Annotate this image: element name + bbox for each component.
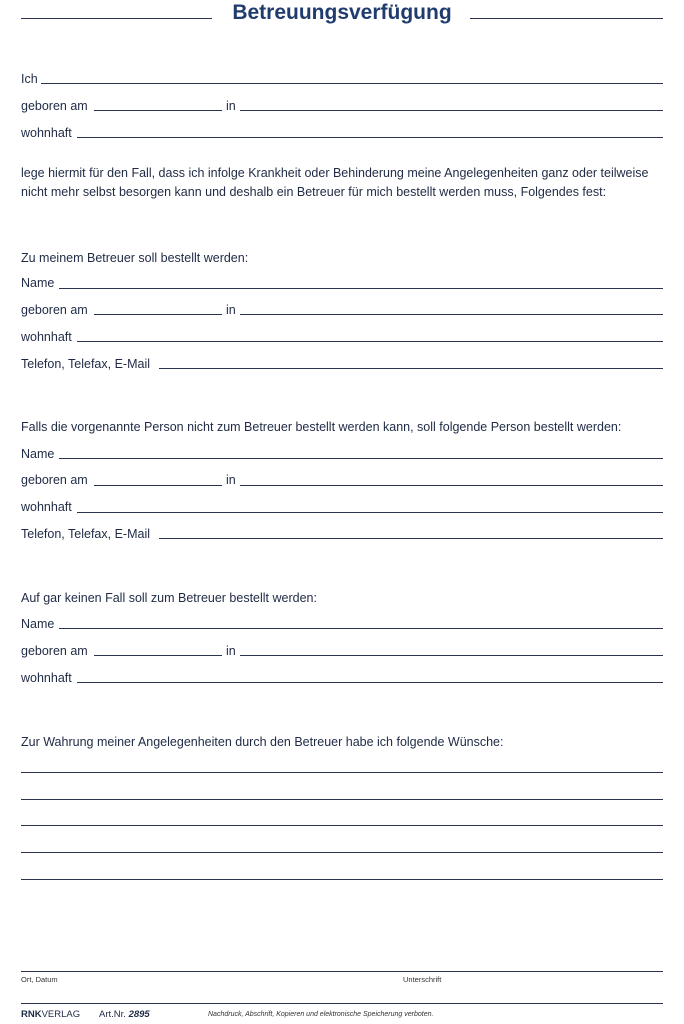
article-value: 2895: [128, 1009, 150, 1020]
geboren-am-field[interactable]: [94, 110, 222, 111]
wishes-line[interactable]: [21, 852, 663, 853]
article-number: [99, 1009, 150, 1020]
s1-wohnhaft-label: wohnhaft: [21, 330, 72, 344]
wohnhaft-field[interactable]: [77, 137, 663, 138]
s3-in-label: in: [226, 644, 236, 658]
page-title: [0, 0, 684, 26]
s1-in-label: in: [226, 303, 236, 317]
article-label: Art.Nr.: [99, 1009, 126, 1020]
ort-datum-label: Ort, Datum: [21, 975, 58, 984]
s2-geboren-am-label: geboren am: [21, 473, 88, 487]
wishes-line[interactable]: [21, 825, 663, 826]
wishes-line[interactable]: [21, 879, 663, 880]
s3-wohnhaft-field[interactable]: [77, 682, 663, 683]
geboren-am-label: geboren am: [21, 99, 88, 113]
s1-kontakt-field[interactable]: [159, 368, 663, 369]
s3-in-field[interactable]: [240, 655, 663, 656]
s1-geboren-am-label: geboren am: [21, 303, 88, 317]
ich-label: Ich: [21, 72, 38, 86]
s2-wohnhaft-label: wohnhaft: [21, 500, 72, 514]
s2-wohnhaft-field[interactable]: [77, 512, 663, 513]
geburtsort-field[interactable]: [240, 110, 663, 111]
s2-kontakt-field[interactable]: [159, 538, 663, 539]
publisher-brand-rest: VERLAG: [41, 1009, 81, 1020]
copyright-note: Nachdruck, Abschrift, Kopieren und elektronische Speicherung verboten.: [208, 1011, 434, 1018]
s1-in-field[interactable]: [240, 314, 663, 315]
s1-wohnhaft-field[interactable]: [77, 341, 663, 342]
s2-name-label: Name: [21, 447, 55, 461]
section1-heading: Zu meinem Betreuer soll bestellt werden:: [21, 251, 249, 265]
unterschrift-label: Unterschrift: [403, 975, 442, 984]
geburtsort-label: in: [226, 99, 236, 113]
wishes-line[interactable]: [21, 799, 663, 800]
s3-name-field[interactable]: [59, 628, 663, 629]
section2-heading: Falls die vorgenannte Person nicht zum Betreuer bestellt werden kann, soll folgende Person bestellt werden:: [21, 420, 622, 434]
s1-geboren-am-field[interactable]: [94, 314, 222, 315]
footer-rule: [21, 1003, 663, 1004]
s2-name-field[interactable]: [59, 458, 663, 459]
s1-name-label: Name: [21, 276, 55, 290]
wishes-heading: Zur Wahrung meiner Angelegenheiten durch den Betreuer habe ich folgende Wünsche:: [21, 735, 504, 749]
statement-text: lege hiermit für den Fall, dass ich infolge Krankheit oder Behinderung meine Angelegenheiten ganz oder teilweise nicht mehr selbst besorgen kann und deshalb ein Betreuer für mich bestellt werden muss, Folgendes fest:: [21, 166, 649, 199]
signature-line[interactable]: [21, 971, 663, 972]
page-title-text: Betreuungsverfügung: [226, 1, 457, 24]
wishes-line[interactable]: [21, 772, 663, 773]
publisher-brand-bold: RNK: [21, 1009, 42, 1020]
s3-geboren-am-field[interactable]: [94, 655, 222, 656]
s2-geboren-am-field[interactable]: [94, 485, 222, 486]
publisher-logo: [21, 1009, 80, 1020]
s1-name-field[interactable]: [59, 288, 663, 289]
section3-heading: Auf gar keinen Fall soll zum Betreuer bestellt werden:: [21, 591, 317, 605]
wohnhaft-label: wohnhaft: [21, 126, 72, 140]
s3-name-label: Name: [21, 617, 55, 631]
s3-wohnhaft-label: wohnhaft: [21, 671, 72, 685]
ich-field[interactable]: [41, 83, 663, 84]
s2-in-field[interactable]: [240, 485, 663, 486]
s2-kontakt-label: Telefon, Telefax, E-Mail: [21, 527, 150, 541]
s2-in-label: in: [226, 473, 236, 487]
s3-geboren-am-label: geboren am: [21, 644, 88, 658]
s1-kontakt-label: Telefon, Telefax, E-Mail: [21, 357, 150, 371]
